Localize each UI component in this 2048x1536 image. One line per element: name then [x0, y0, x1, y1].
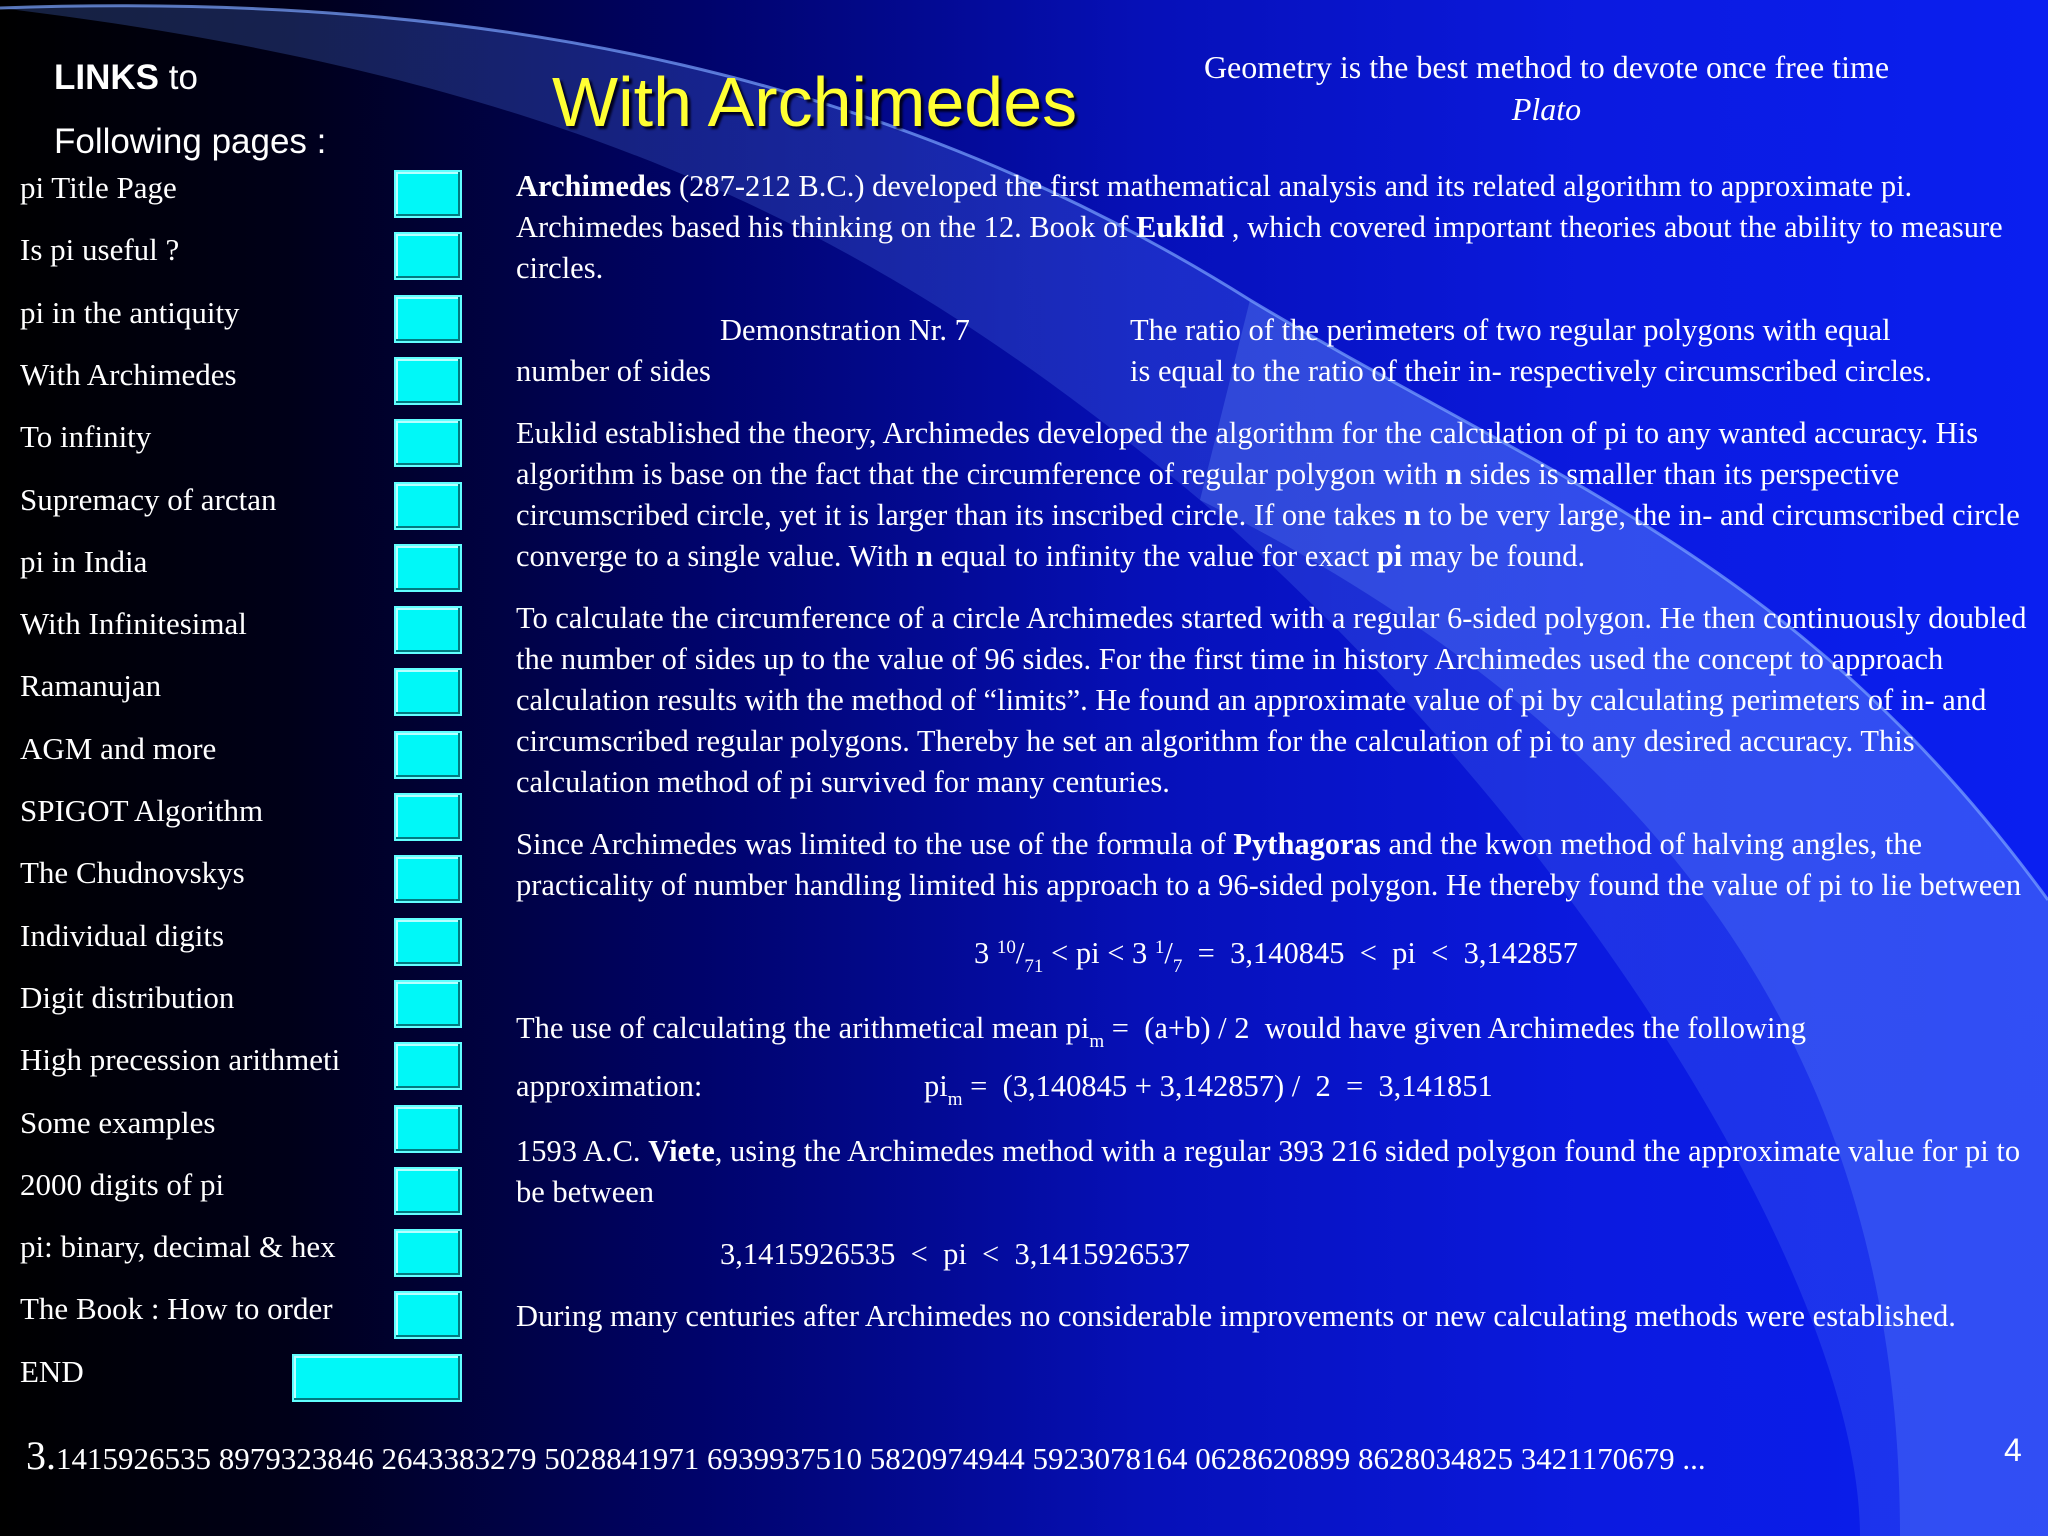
nav-link-12[interactable]: Individual digits [20, 918, 225, 953]
nav-button-4[interactable] [394, 419, 462, 467]
demonstration-text-2: number of sides [516, 354, 711, 388]
paragraph-calculation: To calculate the circumference of a circle Archimedes started with a regular 6-sided polygon. He then continuously doubled the number of sides up to the value of 96 sides. For the first time in history Archimedes used the concept to approach calculation results with the method of “limits”. He found an approximate value of pi by calculating perimeters of in- and circumscribed regular polygons. Thereby he set an algorithm for the calculation of pi to any desired accuracy. This calculation method of pi survived for many centuries. [516, 601, 2027, 799]
text-span: equal to infinity the value for exact [932, 539, 1377, 573]
text-span: and the kwon method of halving angles, the practicality of number handling limited his approach to a 96-sided polygon. He thereby found the value of pi to lie between [516, 827, 2022, 902]
formula-part: / [1015, 936, 1025, 970]
mean-formula [924, 1066, 1493, 1120]
text-span: sides is smaller than its perspective circumscribed circle, yet it is larger than its inscribed circle. If one takes [516, 457, 1900, 532]
bold-pythagoras: Pythagoras [1233, 827, 1381, 861]
paragraph-conclusion: During many centuries after Archimedes no considerable improvements or new calculating methods were established. [516, 1299, 1956, 1333]
nav-link-14[interactable]: High precession arithmeti [20, 1042, 341, 1077]
nav-link-1[interactable]: Is pi useful ? [20, 232, 180, 267]
nav-link-10[interactable]: SPIGOT Algorithm [20, 793, 264, 828]
formula-sub: m [947, 1089, 963, 1110]
text-span: Since Archimedes was limited to the use of the formula of [516, 827, 1234, 861]
nav-button-3[interactable] [394, 357, 462, 405]
bold-n: n [915, 539, 933, 573]
nav-link-15[interactable]: Some examples [20, 1105, 216, 1140]
nav-link-9[interactable]: AGM and more [20, 731, 217, 766]
quote [1180, 46, 1913, 130]
nav-link-3[interactable]: With Archimedes [20, 357, 237, 392]
nav-button-18[interactable] [394, 1291, 462, 1339]
nav-button-15[interactable] [394, 1105, 462, 1153]
page-title: With Archimedes [552, 63, 1078, 141]
demonstration-block [516, 310, 2036, 392]
nav-button-2[interactable] [394, 295, 462, 343]
formula-part: pi [924, 1069, 948, 1103]
formula-sub: 7 [1172, 956, 1183, 977]
nav-link-17[interactable]: pi: binary, decimal & hex [20, 1229, 336, 1264]
text-span: The use of calculating the arithmetical mean pi [516, 1011, 1090, 1045]
nav-button-19[interactable] [292, 1354, 462, 1402]
pi-digits-lead: 3. [26, 1433, 56, 1478]
demonstration-text-3: is equal to the ratio of their in- respectively circumscribed circles. [1130, 354, 1933, 388]
formula-viete-bounds: 3,1415926535 < pi < 3,1415926537 [720, 1237, 1190, 1271]
paragraph-intro [516, 166, 2036, 289]
formula-mean [516, 1062, 2036, 1110]
nav-link-13[interactable]: Digit distribution [20, 980, 235, 1015]
formula-part: 3 [974, 936, 997, 970]
nav-link-2[interactable]: pi in the antiquity [20, 295, 240, 330]
formula-sub: 71 [1024, 956, 1044, 977]
nav-link-4[interactable]: To infinity [20, 419, 152, 454]
formula-part: = 3,140845 < pi < 3,142857 [1182, 936, 1578, 970]
links-to: to [159, 58, 198, 97]
nav-button-11[interactable] [394, 855, 462, 903]
main-content [516, 166, 2036, 1358]
nav-link-5[interactable]: Supremacy of arctan [20, 482, 277, 517]
formula-sub: m [1089, 1031, 1105, 1052]
nav-button-14[interactable] [394, 1042, 462, 1090]
bold-n: n [1445, 457, 1463, 491]
nav-button-7[interactable] [394, 606, 462, 654]
pi-digits-rest: 1415926535 8979323846 2643383279 5028841971 6939937510 5820974944 5923078164 0628620899 8628034825 3421170679 ... [56, 1441, 1706, 1476]
pi-digits-footer [26, 1432, 1706, 1479]
text-span: 1593 A.C. [516, 1134, 649, 1168]
nav-button-5[interactable] [394, 482, 462, 530]
formula-part: < pi < 3 [1043, 936, 1155, 970]
formula-part: = (3,140845 + 3,142857) / 2 = 3,141851 [962, 1069, 1493, 1103]
text-span: (287-212 B.C.) developed the first mathematical analysis and its related algorithm to approximate pi. Archimedes based his thinking on the 12. Book of [516, 169, 1913, 244]
bold-archimedes: Archimedes [516, 169, 672, 203]
nav-link-19[interactable]: END [20, 1354, 84, 1389]
nav-link-18[interactable]: The Book : How to order [20, 1291, 333, 1326]
nav-link-7[interactable]: With Infinitesimal [20, 606, 247, 641]
slide-number: 4 [2004, 1432, 2022, 1468]
formula-sup: 1 [1154, 937, 1165, 958]
formula-sup: 10 [996, 937, 1016, 958]
nav-link-16[interactable]: 2000 digits of pi [20, 1167, 225, 1202]
text-span: Euklid established the theory, Archimedes developed the algorithm for the calculation of pi to any wanted accuracy. His algorithm is base on the fact that the circumference of regular polygon with [516, 416, 1979, 491]
nav-button-0[interactable] [394, 170, 462, 218]
paragraph-pythagoras [516, 824, 2036, 906]
bold-viete: Viete [648, 1134, 715, 1168]
nav-link-11[interactable]: The Chudnovskys [20, 855, 245, 890]
text-span: may be found. [1402, 539, 1586, 573]
nav-link-0[interactable]: pi Title Page [20, 170, 177, 205]
bold-pi: pi [1376, 539, 1403, 573]
nav-link-6[interactable]: pi in India [20, 544, 148, 579]
nav-button-16[interactable] [394, 1167, 462, 1215]
links-label: LINKS [54, 58, 159, 97]
text-span: = (a+b) / 2 would have given Archimedes the following [1104, 1011, 1806, 1045]
nav-link-8[interactable]: Ramanujan [20, 668, 162, 703]
text-span: , using the Archimedes method with a regular 393 216 sided polygon found the approximate value for pi to be between [516, 1134, 2021, 1209]
nav-button-10[interactable] [394, 793, 462, 841]
nav-button-1[interactable] [394, 232, 462, 280]
bold-euklid: Euklid [1136, 210, 1225, 244]
nav-button-13[interactable] [394, 980, 462, 1028]
nav-button-6[interactable] [394, 544, 462, 592]
text-span: to be very large, the in- and circumscribed circle converge to a single value. With [516, 498, 2020, 573]
nav-button-8[interactable] [394, 668, 462, 716]
links-subtitle: Following pages : [54, 122, 327, 161]
quote-author: Plato [1511, 91, 1582, 127]
paragraph-mean [516, 1008, 2036, 1062]
approximation-label: approximation: [516, 1069, 703, 1103]
nav-button-12[interactable] [394, 918, 462, 966]
links-header [54, 46, 326, 174]
formula-archimedes-bounds [516, 927, 2036, 987]
paragraph-theory [516, 413, 2036, 577]
text-span: , which covered important theories about the ability to measure circles. [516, 210, 2003, 285]
nav-button-17[interactable] [394, 1229, 462, 1277]
demonstration-text-1: The ratio of the perimeters of two regular polygons with equal [1130, 313, 1891, 347]
nav-button-9[interactable] [394, 731, 462, 779]
quote-text: Geometry is the best method to devote once free time [1203, 49, 1890, 85]
formula-part: / [1164, 936, 1173, 970]
paragraph-viete [516, 1131, 2036, 1213]
bold-n: n [1403, 498, 1421, 532]
demonstration-label: Demonstration Nr. 7 [720, 313, 970, 347]
